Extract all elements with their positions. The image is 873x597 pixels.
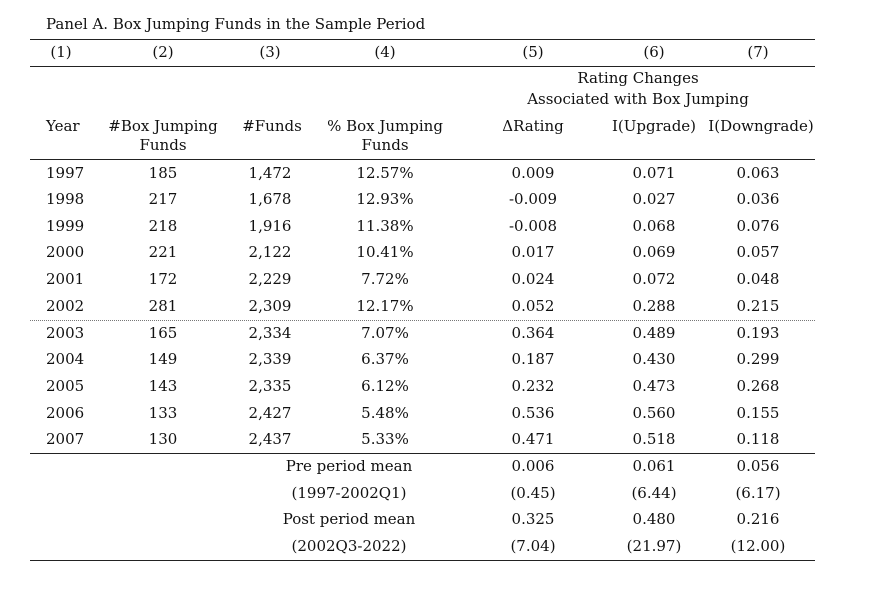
summary-cell: 0.216: [736, 510, 780, 528]
table-cell: 0.471: [511, 430, 555, 448]
panel-title: Panel A. Box Jumping Funds in the Sample Period: [46, 15, 426, 33]
row-year: 1997: [46, 164, 85, 182]
table-cell: 0.430: [632, 350, 676, 368]
header-delta-rating: ΔRating: [502, 117, 564, 135]
table-cell: 5.33%: [361, 430, 409, 448]
summary-label: (1997-2002Q1): [291, 484, 407, 502]
table-cell: 0.518: [632, 430, 676, 448]
table-cell: 281: [148, 297, 178, 315]
top-rule: [30, 39, 815, 40]
table-cell: 0.071: [632, 164, 676, 182]
table-cell: 1,916: [248, 217, 292, 235]
row-year: 1998: [46, 190, 85, 208]
header-downgrade: I(Downgrade): [708, 117, 814, 135]
table-cell: 6.37%: [361, 350, 409, 368]
table-cell: 0.024: [511, 270, 555, 288]
row-year: 2002: [46, 297, 85, 315]
summary-cell: 0.056: [736, 457, 780, 475]
table-cell: 0.068: [632, 217, 676, 235]
table-cell: 0.268: [736, 377, 780, 395]
col-number-4: (4): [374, 43, 396, 61]
period-divider: [30, 320, 815, 321]
table-cell: 5.48%: [361, 404, 409, 422]
col-number-5: (5): [522, 43, 544, 61]
header-pct-line1: % Box Jumping: [327, 117, 443, 135]
summary-cell: 0.325: [511, 510, 555, 528]
table-cell: 130: [148, 430, 178, 448]
table-cell: 1,678: [248, 190, 292, 208]
table-cell: 12.17%: [356, 297, 414, 315]
table-cell: 0.027: [632, 190, 676, 208]
table-cell: 0.072: [632, 270, 676, 288]
summary-cell: (21.97): [626, 537, 682, 555]
table-cell: 165: [148, 324, 178, 342]
row-year: 2003: [46, 324, 85, 342]
table-cell: 0.048: [736, 270, 780, 288]
table-cell: 2,427: [248, 404, 292, 422]
row-year: 2000: [46, 243, 85, 261]
table-cell: 0.232: [511, 377, 555, 395]
bottom-rule: [30, 560, 815, 561]
summary-cell: 0.480: [632, 510, 676, 528]
row-year: 2007: [46, 430, 85, 448]
table-cell: 0.364: [511, 324, 555, 342]
table-cell: 0.017: [511, 243, 555, 261]
col-number-2: (2): [152, 43, 174, 61]
table-cell: -0.008: [508, 217, 558, 235]
table-cell: 10.41%: [356, 243, 414, 261]
row-year: 2004: [46, 350, 85, 368]
table-cell: 7.72%: [361, 270, 409, 288]
table-cell: 0.473: [632, 377, 676, 395]
summary-cell: (6.44): [631, 484, 677, 502]
table-cell: 133: [148, 404, 178, 422]
col-number-6: (6): [643, 43, 665, 61]
table-cell: 0.118: [736, 430, 780, 448]
summary-cell: (7.04): [510, 537, 556, 555]
group-header-line2: Associated with Box Jumping: [527, 90, 749, 108]
table-cell: 0.069: [632, 243, 676, 261]
header-rule: [30, 159, 815, 160]
table-cell: 149: [148, 350, 178, 368]
table-cell: -0.009: [508, 190, 558, 208]
header-box-jumping-line1: #Box Jumping: [108, 117, 218, 135]
table-cell: 2,122: [248, 243, 292, 261]
summary-cell: 0.061: [632, 457, 676, 475]
table-cell: 6.12%: [361, 377, 409, 395]
table-cell: 0.063: [736, 164, 780, 182]
row-year: 2005: [46, 377, 85, 395]
summary-cell: (0.45): [510, 484, 556, 502]
summary-rule: [30, 453, 815, 454]
header-upgrade: I(Upgrade): [611, 117, 697, 135]
header-box-jumping-line2: Funds: [139, 136, 187, 154]
table-cell: 2,309: [248, 297, 292, 315]
table-cell: 217: [148, 190, 178, 208]
table-cell: 185: [148, 164, 178, 182]
col-number-7: (7): [747, 43, 769, 61]
table-cell: 0.215: [736, 297, 780, 315]
summary-cell: (6.17): [735, 484, 781, 502]
row-year: 2001: [46, 270, 85, 288]
col-number-1: (1): [50, 43, 72, 61]
table-cell: 218: [148, 217, 178, 235]
table-cell: 0.187: [511, 350, 555, 368]
table-cell: 143: [148, 377, 178, 395]
row-year: 1999: [46, 217, 85, 235]
col-number-3: (3): [259, 43, 281, 61]
summary-cell: (12.00): [730, 537, 786, 555]
table-cell: 12.93%: [356, 190, 414, 208]
table-cell: 2,339: [248, 350, 292, 368]
table-cell: 0.536: [511, 404, 555, 422]
table-cell: 2,334: [248, 324, 292, 342]
table-cell: 0.288: [632, 297, 676, 315]
table-cell: 7.07%: [361, 324, 409, 342]
table-cell: 0.076: [736, 217, 780, 235]
table-cell: 0.155: [736, 404, 780, 422]
table-cell: 2,229: [248, 270, 292, 288]
summary-cell: 0.006: [511, 457, 555, 475]
table-cell: 0.489: [632, 324, 676, 342]
table-cell: 0.052: [511, 297, 555, 315]
table-cell: 2,335: [248, 377, 292, 395]
header-year: Year: [46, 117, 80, 135]
table-cell: 0.193: [736, 324, 780, 342]
table-cell: 0.560: [632, 404, 676, 422]
header-funds: #Funds: [242, 117, 302, 135]
table-cell: 0.299: [736, 350, 780, 368]
table-cell: 0.036: [736, 190, 780, 208]
table-cell: 0.009: [511, 164, 555, 182]
table-cell: 12.57%: [356, 164, 414, 182]
col-number-rule: [30, 66, 815, 67]
table-cell: 11.38%: [356, 217, 414, 235]
table-cell: 1,472: [248, 164, 292, 182]
group-header-line1: Rating Changes: [577, 69, 699, 87]
table-cell: 2,437: [248, 430, 292, 448]
header-pct-line2: Funds: [361, 136, 409, 154]
summary-label: Pre period mean: [285, 457, 413, 475]
row-year: 2006: [46, 404, 85, 422]
summary-label: Post period mean: [282, 510, 416, 528]
table-cell: 0.057: [736, 243, 780, 261]
table-cell: 172: [148, 270, 178, 288]
summary-label: (2002Q3-2022): [291, 537, 407, 555]
table-cell: 221: [148, 243, 178, 261]
